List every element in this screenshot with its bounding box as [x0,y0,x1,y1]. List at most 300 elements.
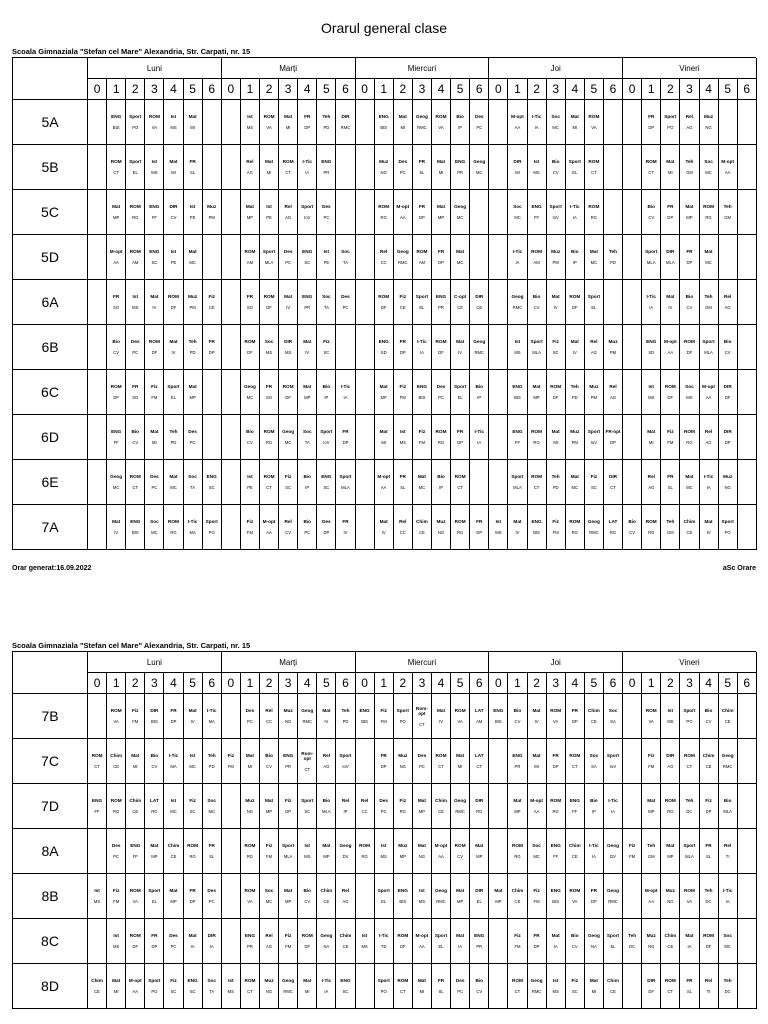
lesson-cell [738,829,757,874]
lesson-cell [489,505,508,550]
hour-header: 0 [88,79,107,100]
hour-header: 4 [566,673,585,694]
teacher-code: BtS [131,530,139,535]
lesson-cell [489,460,508,505]
lesson-cell [680,829,699,874]
subject-code: Ist [514,339,521,344]
subject-code: Des [322,204,331,209]
lesson-cell [566,190,585,235]
teacher-code: RG [189,854,196,859]
lesson-cell [184,694,203,739]
subject-code: Soc [513,204,522,209]
subject-code: Sport [721,519,734,524]
subject-code: ROM [91,753,103,758]
lesson-cell [203,784,222,829]
subject-code: Sport [511,474,524,479]
lesson-cell [375,280,394,325]
lesson-cell [317,325,336,370]
teacher-code: VA [686,899,693,904]
subject-code: Bio [131,429,140,434]
subject-code: Teh [685,798,694,803]
subject-code: ENG [512,384,523,389]
subject-code: Chim [607,978,619,983]
teacher-code: PO [380,989,387,994]
lesson-cell [661,100,680,145]
lesson-cell [700,964,719,1009]
hour-header: 4 [432,79,451,100]
subject-code: Fiz [208,294,215,299]
subject-code: Bio [303,519,312,524]
teacher-code: PO [667,125,674,130]
subject-code: M-opt [396,204,410,209]
teacher-code: IV [171,350,176,355]
subject-code: Sport [530,339,543,344]
subject-code: ROM [569,753,581,758]
teacher-code: BtS [514,395,521,400]
lesson-cell [241,694,260,739]
subject-code: FR [571,708,578,713]
subject-code: Rel [724,294,732,299]
subject-code: FR [533,933,540,938]
subject-code: FR [342,429,349,434]
lesson-cell [604,460,623,505]
teacher-code: MI [113,989,119,994]
teacher-code: MLA [723,809,732,814]
subject-code: ROM [263,474,275,479]
lesson-cell [222,325,241,370]
teacher-code: NG [648,944,655,949]
teacher-code: DP [419,215,425,220]
teacher-code: MC [571,485,579,490]
teacher-code: CT [304,766,311,772]
teacher-code: CV [457,854,464,859]
lesson-cell [375,694,394,739]
teacher-code: BtS [151,719,158,724]
lesson-cell [394,739,413,784]
subject-code: Chim [435,798,447,803]
subject-code: Mat [666,159,675,164]
teacher-code: BtS [494,719,502,724]
lesson-cell [356,919,375,964]
teacher-code: AM [132,260,139,265]
teacher-code: TA [323,305,329,310]
teacher-code: AG [724,305,731,310]
teacher-code: VA [247,899,253,904]
subject-code: I-Tic [321,978,332,983]
teacher-code: FM [285,944,292,949]
teacher-code: SL [667,485,673,490]
teacher-code: PE [189,215,196,220]
teacher-code: FM [533,899,540,904]
lesson-cell [700,415,719,460]
lesson-cell [470,964,489,1009]
hour-header: 5 [317,673,336,694]
lesson-cell [451,190,470,235]
lesson-cell [528,460,547,505]
subject-code: Sport [301,798,314,803]
subject-code: C-opt [454,294,467,299]
class-label: 7A [13,505,88,550]
subject-code: Geog [721,753,734,758]
lesson-cell [394,874,413,919]
subject-code: M-opt [530,798,543,803]
teacher-code: IV [286,305,291,310]
teacher-code: CT [94,764,100,769]
hour-header: 2 [260,673,279,694]
subject-code: Fiz [227,753,235,758]
subject-code: Bio [150,753,159,758]
subject-code: Des [283,249,293,254]
subject-code: ROM [110,798,122,803]
lesson-cell [547,784,566,829]
subject-code: Sport [301,204,314,209]
subject-code: Teh [685,159,694,164]
subject-code: Mat [456,888,465,893]
subject-code: Ist [151,159,158,164]
lesson-cell [585,694,604,739]
subject-code: Ist [361,933,368,938]
teacher-code: RG [590,215,598,220]
teacher-code: DP [399,350,406,355]
hour-header: 3 [279,673,298,694]
subject-code: I-Tic [703,474,714,479]
lesson-cell [298,460,317,505]
teacher-code: CV [648,215,655,220]
teacher-code: EL [151,899,157,904]
subject-code: ROM [244,249,256,254]
lesson-cell [375,370,394,415]
lesson-cell [432,460,451,505]
lesson-cell [719,964,738,1009]
subject-code: ROM [511,978,523,983]
lesson-cell [145,694,164,739]
teacher-code: PC [189,440,196,445]
teacher-code: DP [304,125,311,130]
hour-header: 0 [623,673,642,694]
subject-code: DIR [647,978,656,983]
subject-code: I-Tic [589,843,599,848]
lesson-cell [661,325,680,370]
lesson-cell [241,964,260,1009]
lesson-cell [604,784,623,829]
lesson-cell [432,874,451,919]
teacher-code: MP [265,809,273,814]
subject-code: Ist [94,888,100,893]
lesson-cell [336,145,355,190]
subject-code: Sport [205,519,218,524]
lesson-cell [738,964,757,1009]
teacher-code: CV [285,530,292,535]
lesson-cell [317,739,336,784]
teacher-code: FM [246,530,253,535]
subject-code: Bio [685,294,694,299]
subject-code: Muz [646,933,656,938]
subject-code: Geog [473,339,486,344]
subject-code: Muz [398,753,408,758]
lesson-cell [184,964,203,1009]
teacher-code: CE [514,899,521,904]
teacher-code: CT [457,485,463,490]
lesson-cell [164,964,183,1009]
lesson-cell [164,829,183,874]
teacher-code: IA [305,170,310,175]
teacher-code: SC [189,989,196,994]
lesson-cell [260,829,279,874]
teacher-code: MI [668,170,673,175]
lesson-cell [164,784,183,829]
teacher-code: DF [113,395,119,400]
teacher-code: PE [170,260,177,265]
lesson-cell [566,100,585,145]
teacher-code: PC [399,170,406,175]
hour-header: 3 [413,79,432,100]
teacher-code: AM [418,260,426,265]
hour-header: 1 [642,673,661,694]
lesson-cell [432,325,451,370]
teacher-code: MS [227,989,234,994]
subject-code: ROM [454,474,466,479]
teacher-code: DF [304,944,311,949]
teacher-code: IA [649,305,654,310]
lesson-cell [719,505,738,550]
teacher-code: MLA [685,854,694,859]
subject-code: Soc [264,888,274,893]
subject-code: Mat [685,933,694,938]
hour-header: 0 [623,79,642,100]
lesson-cell [203,694,222,739]
lesson-cell [298,370,317,415]
lesson-cell [413,415,432,460]
lesson-cell [222,919,241,964]
lesson-cell [719,100,738,145]
subject-code: ROM [569,519,581,524]
lesson-cell [642,370,661,415]
lesson-cell [394,784,413,829]
subject-code: Rel [265,708,273,713]
teacher-code: CT [591,170,597,175]
subject-code: ROM [148,339,160,344]
lesson-cell [738,784,757,829]
day-header: Joi [489,58,623,79]
subject-code: ROM [416,249,428,254]
lesson-cell [317,784,336,829]
lesson-cell [432,235,451,280]
lesson-cell [528,919,547,964]
lesson-cell [719,280,738,325]
lesson-cell [107,919,126,964]
teacher-code: RMC [722,764,733,769]
lesson-cell [528,964,547,1009]
lesson-cell [451,874,470,919]
subject-code: Soc [608,708,618,713]
subject-code: Sport [339,753,352,758]
lesson-cell [145,280,164,325]
teacher-code: PC [247,719,253,724]
lesson-cell [394,460,413,505]
lesson-cell [604,829,623,874]
day-header: Miercuri [356,652,490,673]
teacher-code: EL [132,170,138,175]
lesson-cell [642,784,661,829]
lesson-cell [547,919,566,964]
lesson-cell [680,190,699,235]
subject-code: Rel [704,978,713,983]
lesson-cell [317,235,336,280]
teacher-code: PM [552,260,559,265]
lesson-cell [394,325,413,370]
subject-code: Fiz [246,519,254,524]
subject-code: Mat [666,843,675,848]
subject-code: Ist [170,114,177,119]
subject-code: Ist [380,843,387,848]
subject-code: LAT [608,519,618,524]
subject-code: Bio [475,384,484,389]
lesson-cell [451,919,470,964]
subject-code: Sport [702,339,715,344]
teacher-code: PM [590,395,598,400]
teacher-code: SC [323,485,330,490]
teacher-code: RMC [455,809,465,814]
teacher-code: SL [438,989,444,994]
teacher-code: CE [705,764,712,769]
teacher-code: IV [534,719,539,724]
subject-code: ENG [130,843,141,848]
hour-header: 0 [356,79,375,100]
subject-code: Mat [532,384,541,389]
subject-code: ROM [397,933,409,938]
lesson-cell [336,694,355,739]
subject-code: Mat [685,204,694,209]
teacher-code: FM [113,899,120,904]
teacher-code: MC [514,215,521,220]
subject-code: Geog [415,114,428,119]
lesson-cell [623,829,642,874]
teacher-code: FM [380,719,387,724]
teacher-code: EL [381,899,387,904]
lesson-cell [356,739,375,784]
teacher-code: FF [572,809,578,814]
teacher-code: MP [418,809,426,814]
subject-code: FR [189,159,196,164]
subject-code: Geog [530,978,543,983]
subject-code: Soc [704,159,713,164]
subject-code: ROM [683,339,695,344]
subject-code: Teh [723,978,732,983]
teacher-code: MS [686,395,693,400]
lesson-cell [298,964,317,1009]
hour-header: 3 [145,673,164,694]
teacher-code: DF [648,989,655,994]
lesson-cell [241,280,260,325]
lesson-cell [547,874,566,919]
teacher-code: CE [476,305,483,310]
lesson-cell [298,325,317,370]
subject-code: Fiz [380,708,387,713]
lesson-cell [145,190,164,235]
lesson-cell [719,784,738,829]
lesson-cell [604,919,623,964]
lesson-cell [738,415,757,460]
teacher-code: AA [419,944,425,949]
subject-code: Rel [647,474,655,479]
teacher-code: MC [112,485,120,490]
subject-code: ROM [168,294,179,299]
subject-code: Mat [570,474,579,479]
teacher-code: AG [648,485,655,490]
lesson-cell [279,325,298,370]
subject-code: ROM [588,114,600,119]
teacher-code: AA [266,530,272,535]
subject-code: FR [132,384,139,389]
teacher-code: CT [419,721,425,727]
lesson-cell [489,694,508,739]
lesson-cell [164,235,183,280]
teacher-code: RMC [512,305,523,310]
teacher-code: RMC [436,899,446,904]
teacher-code: CE [113,764,120,769]
teacher-code: CT [667,989,674,994]
teacher-code: FF [553,854,559,859]
subject-code: Ist [132,294,139,299]
teacher-code: MC [170,809,177,814]
teacher-code: IP [458,125,463,130]
lesson-cell [432,505,451,550]
subject-code: Sport [587,429,601,434]
teacher-code: MS [151,170,158,175]
teacher-code: RMC [302,719,313,724]
teacher-code: DF [686,350,693,355]
subject-code: FR [170,708,177,713]
teacher-code: CV [629,530,636,535]
lesson-cell [566,415,585,460]
teacher-code: MP [437,215,445,220]
subject-code: Mat [284,114,293,119]
lesson-cell [700,370,719,415]
teacher-code: MC [246,395,254,400]
teacher-code: IV [324,719,329,724]
lesson-cell [528,325,547,370]
teacher-code: DF [266,305,272,310]
subject-code: ROM [435,753,447,758]
lesson-cell [126,829,145,874]
subject-code: Mat [647,798,656,803]
lesson-cell [126,505,145,550]
subject-code: Rel [685,114,694,119]
teacher-code: CV [304,899,311,904]
lesson-cell [356,325,375,370]
lesson-cell [184,280,203,325]
lesson-cell [241,829,260,874]
lesson-cell [528,694,547,739]
teacher-code: DF [380,305,387,310]
lesson-cell [700,235,719,280]
teacher-code: FM [667,440,674,445]
teacher-code: IA [209,944,214,949]
subject-code: Mat [436,159,446,164]
lesson-cell [184,415,203,460]
lesson-cell [298,739,317,784]
lesson-cell [298,190,317,235]
teacher-code: MC [705,170,712,175]
class-label: 7B [13,694,88,739]
lesson-cell [680,280,699,325]
subject-code: ENG [455,159,466,164]
teacher-code: RG [361,854,368,859]
teacher-code: RMC [283,989,293,994]
lesson-cell [279,370,298,415]
subject-code: Bio [475,978,484,983]
teacher-code: VA [457,719,463,724]
